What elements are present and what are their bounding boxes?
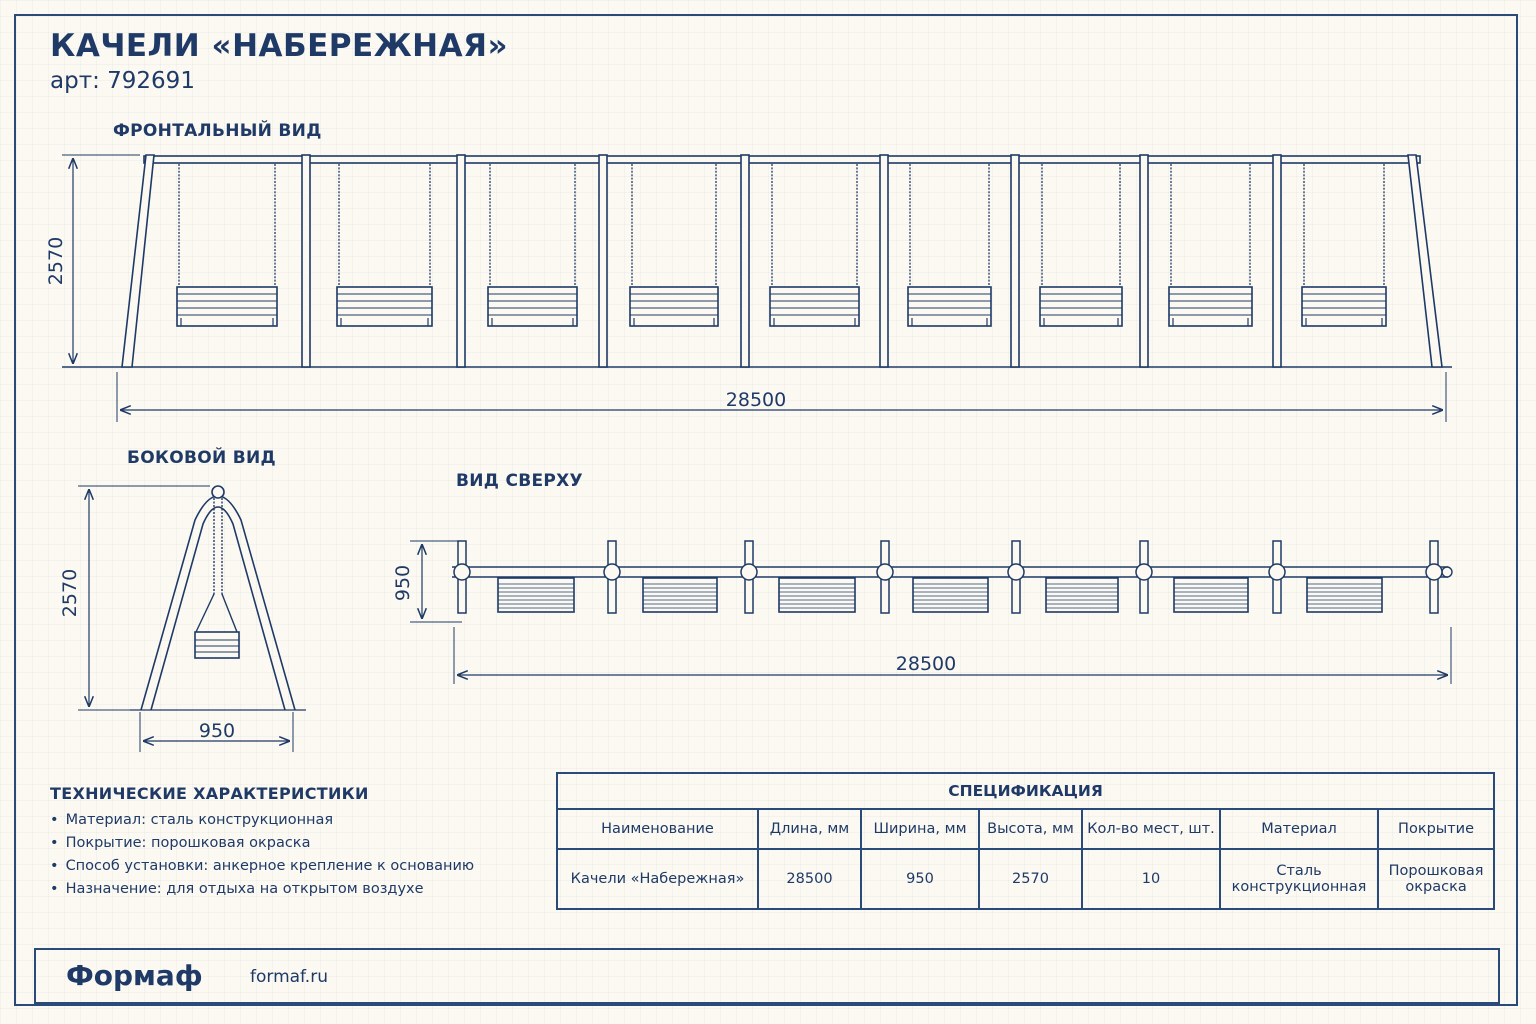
side-height-value: 2570 [59,568,81,618]
top-joint [1136,564,1152,580]
brand-logo: Формаф [66,959,203,992]
top-joint [454,564,470,580]
top-seat-outline [1174,578,1248,612]
seat [770,287,859,326]
top-seat-outline [779,578,855,612]
tech-spec-item: • Назначение: для отдыха на открытом воздухе [50,878,474,901]
seat [908,287,991,326]
spec-table [556,772,1495,910]
top-view-label: ВИД СВЕРХУ [456,471,583,491]
spec-header-cell: Кол-во мест, шт. [1082,809,1220,849]
side-view [78,486,306,752]
tech-specs-title: ТЕХНИЧЕСКИЕ ХАРАКТЕРИСТИКИ [50,784,369,803]
side-view-label: БОКОВОЙ ВИД [127,448,276,468]
front-swing [488,164,577,326]
front-post [302,155,310,367]
front-height-value: 2570 [45,236,67,286]
spec-header-cell: Наименование [557,809,758,849]
side-seat [195,632,239,658]
left-leg [122,155,154,367]
front-post [599,155,607,367]
side-pivot [212,486,224,498]
front-swing [1302,164,1386,326]
top-joint [741,564,757,580]
seat [337,287,432,326]
seat [630,287,718,326]
front-swing [337,164,432,326]
spec-cell: 10 [1082,849,1220,909]
seat [1169,287,1252,326]
seat [1302,287,1386,326]
side-width-value: 950 [198,720,236,742]
top-beam [144,156,1420,163]
side-chain-back [222,594,237,632]
front-swing [177,164,277,326]
tech-spec-item: • Способ установки: анкерное крепление к основанию [50,855,474,878]
spec-table-row [557,849,1494,909]
seat [488,287,577,326]
spec-header-cell: Покрытие [1378,809,1494,849]
top-seat-outline [498,578,574,612]
top-seat [498,578,574,612]
tech-spec-item: • Материал: сталь конструкционная [50,809,474,832]
top-seat [1307,578,1382,612]
front-view-label: ФРОНТАЛЬНЫЙ ВИД [113,121,322,141]
front-post [1011,155,1019,367]
front-swing [770,164,859,326]
spec-cell: 2570 [979,849,1082,909]
top-seat [913,578,988,612]
spec-header-cell: Высота, мм [979,809,1082,849]
spec-table-header-row [557,809,1494,849]
front-view [62,155,1452,422]
top-seat-outline [913,578,988,612]
top-width-value: 950 [392,564,414,602]
front-seats [177,164,1386,326]
side-chain-front [196,594,214,632]
side-frame-outer [141,496,295,710]
spec-header-cell: Длина, мм [758,809,861,849]
spec-cell: 28500 [758,849,861,909]
front-swing [1169,164,1252,326]
front-post [741,155,749,367]
front-post [880,155,888,367]
page-title: КАЧЕЛИ «НАБЕРЕЖНАЯ» [50,28,508,64]
spec-cell: Сталь конструкционная [1220,849,1378,909]
seat [177,287,277,326]
top-seat [643,578,717,612]
front-length-value: 28500 [725,389,787,411]
footer [34,948,1500,1004]
spec-cell: Качели «Набережная» [557,849,758,909]
front-swing [630,164,718,326]
spec-table-caption: СПЕЦИФИКАЦИЯ [557,773,1494,809]
tech-specs-list [50,809,474,901]
top-length-value: 28500 [895,653,957,675]
top-joint [1426,564,1442,580]
top-seat-outline [643,578,717,612]
front-post [1273,155,1281,367]
front-swing [908,164,991,326]
side-frame-inner [151,507,285,710]
top-joint [604,564,620,580]
spec-cell: Порошковая окраска [1378,849,1494,909]
tech-specs [50,784,474,901]
article-number: арт: 792691 [50,68,195,94]
top-seat [779,578,855,612]
intermediate-posts [302,155,1281,367]
top-seat [1046,578,1118,612]
spec-header-cell: Ширина, мм [861,809,979,849]
right-leg [1408,155,1442,367]
top-joint [877,564,893,580]
top-joint [1008,564,1024,580]
seat [1040,287,1122,326]
spec-header-cell: Материал [1220,809,1378,849]
tech-spec-item: • Покрытие: порошковая окраска [50,832,474,855]
website-link[interactable]: formaf.ru [250,967,328,987]
top-seat [1174,578,1248,612]
spec-cell: 950 [861,849,979,909]
front-post [457,155,465,367]
top-seat-outline [1046,578,1118,612]
top-seat-outline [1307,578,1382,612]
front-post [1140,155,1148,367]
top-seats [498,578,1382,612]
front-swing [1040,164,1122,326]
top-joint [1269,564,1285,580]
